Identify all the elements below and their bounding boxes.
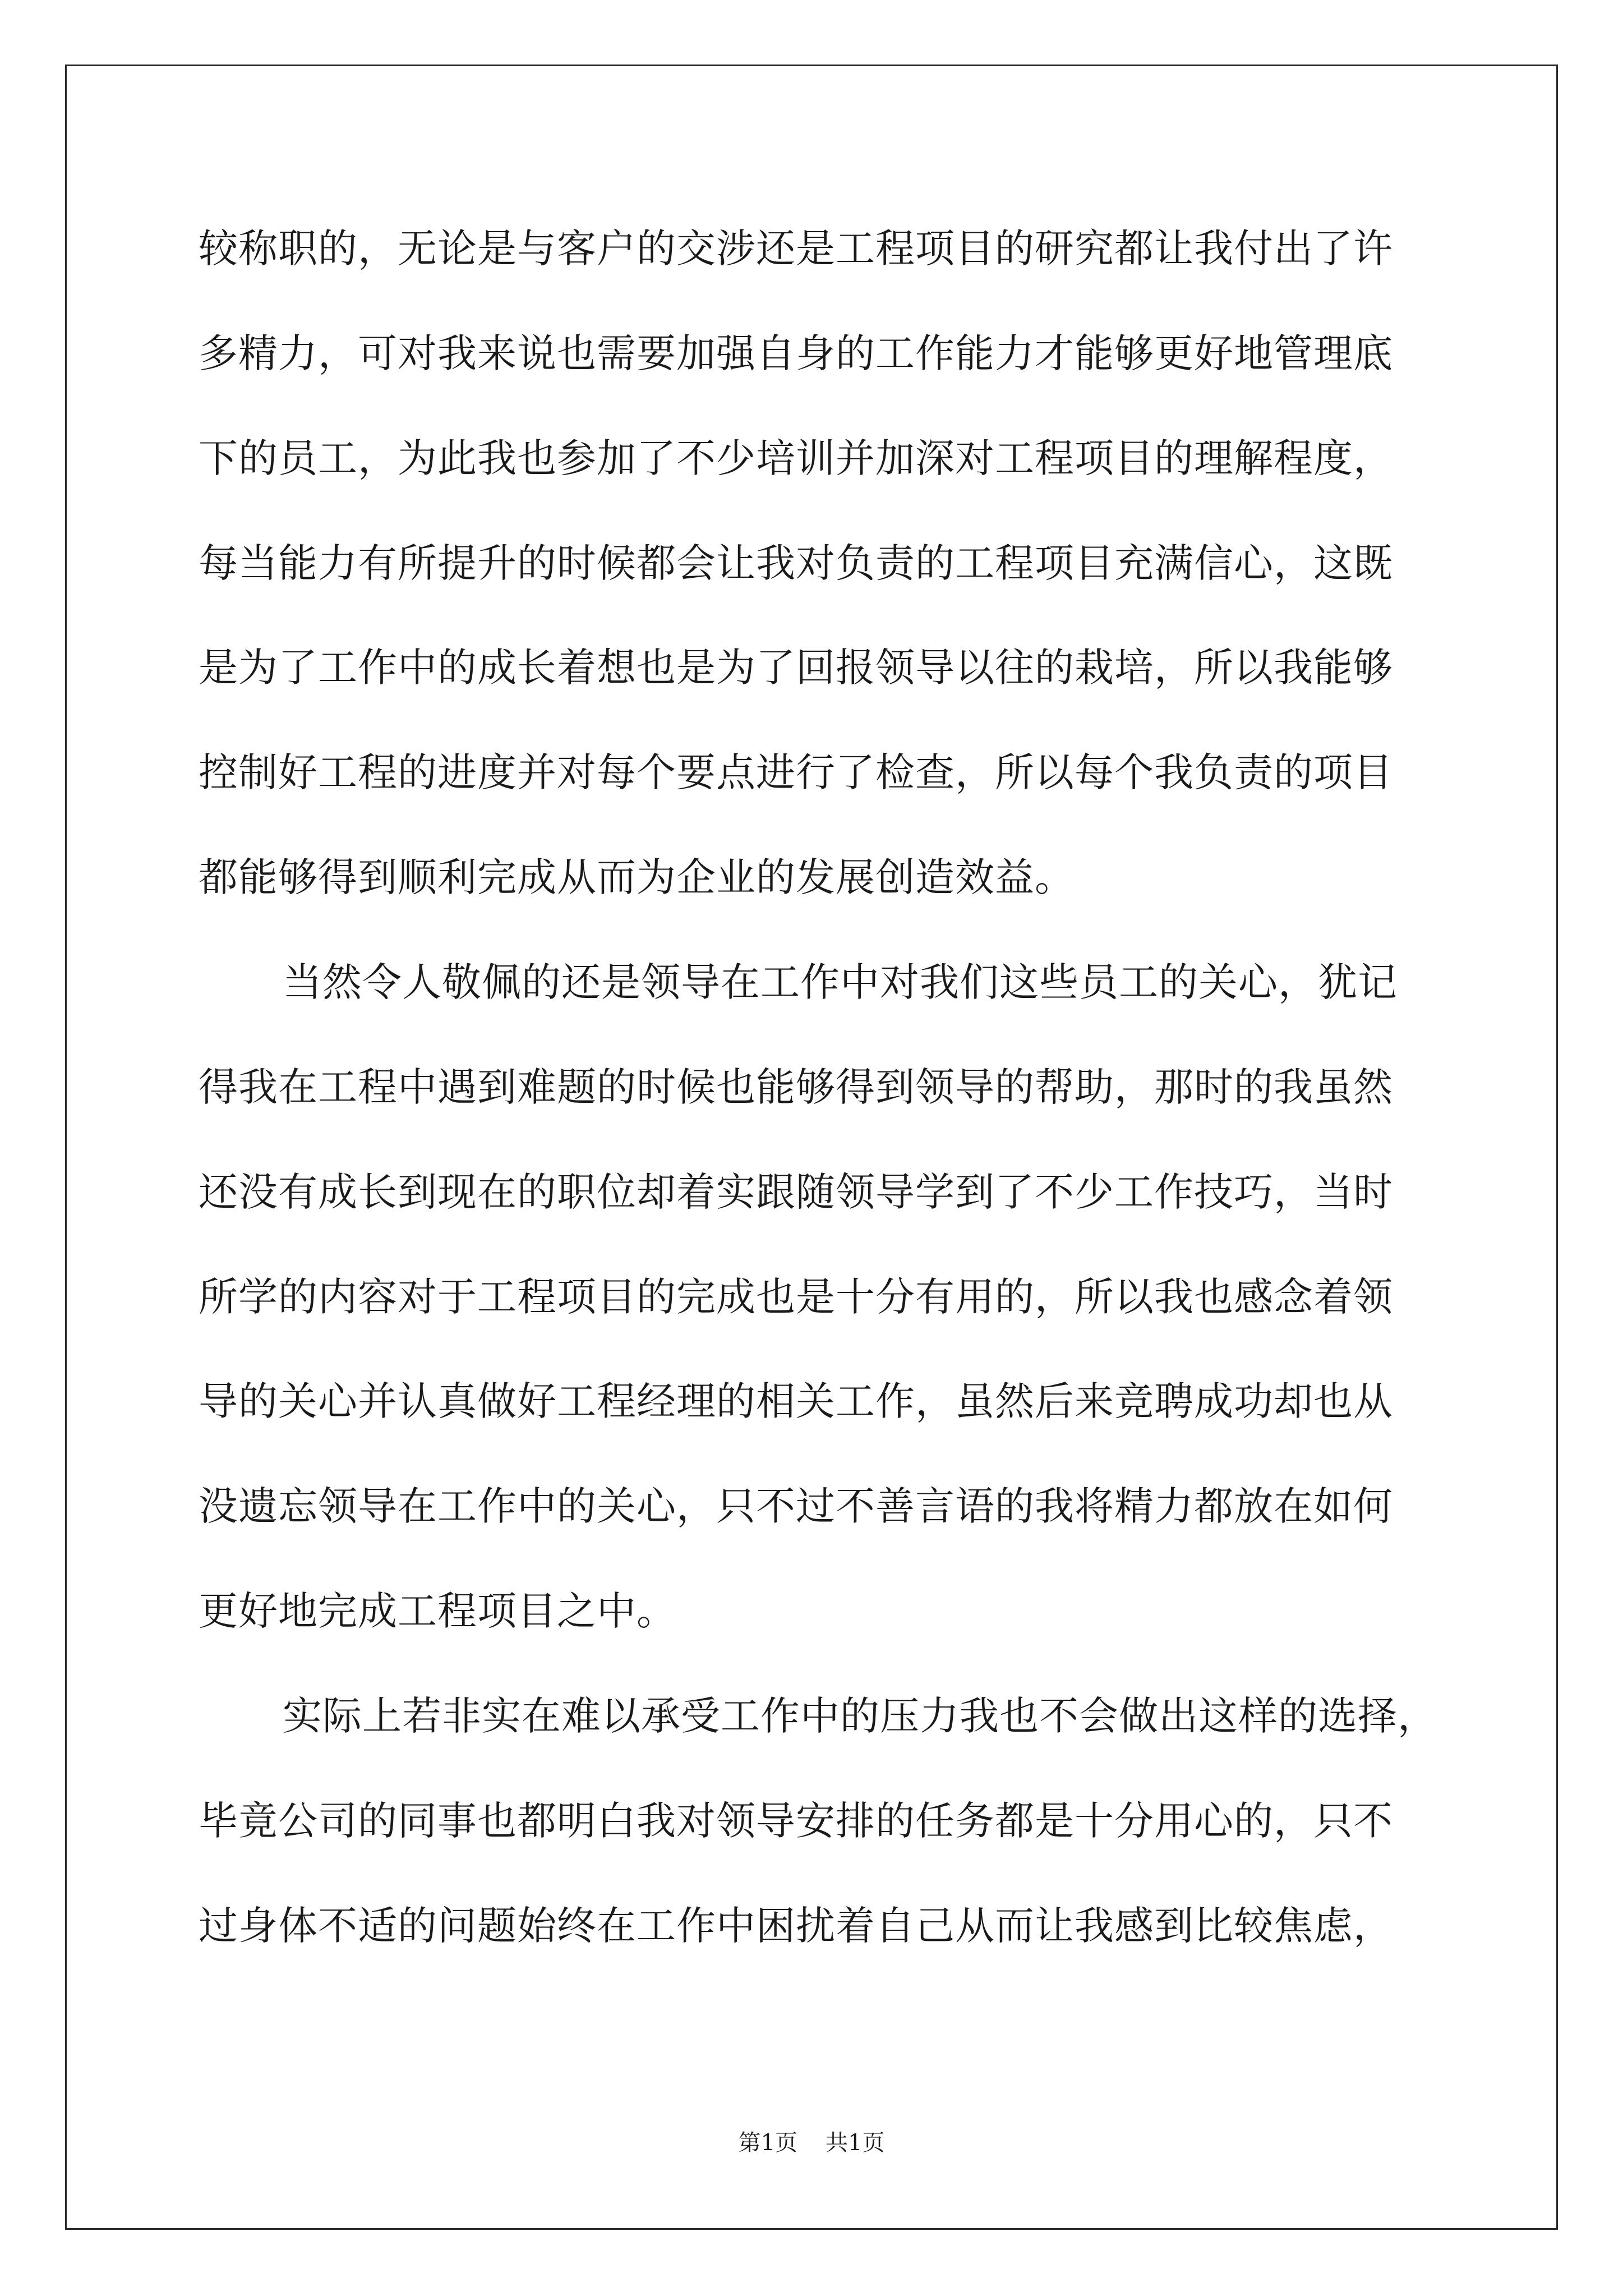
text-line: 还没有成长到现在的职位却着实跟随领导学到了不少工作技巧，当时: [199, 1169, 1393, 1215]
paragraph-start-line: 当然令人敬佩的还是领导在工作中对我们这些员工的关心，犹记: [283, 959, 1398, 1005]
text-line: 过身体不适的问题始终在工作中困扰着自己从而让我感到比较焦虑，: [199, 1903, 1393, 1949]
text-line: 控制好工程的进度并对每个要点进行了检查，所以每个我负责的项目: [199, 749, 1393, 795]
text-line: 毕竟公司的同事也都明白我对领导安排的任务都是十分用心的，只不: [199, 1798, 1393, 1844]
text-line: 是为了工作中的成长着想也是为了回报领导以往的栽培，所以我能够: [199, 645, 1393, 691]
page-total: 共1页: [826, 2130, 885, 2156]
page-number: 第1页: [738, 2130, 797, 2156]
text-line: 下的员工，为此我也参加了不少培训并加深对工程项目的理解程度，: [199, 435, 1393, 481]
text-line: 多精力，可对我来说也需要加强自身的工作能力才能够更好地管理底: [199, 330, 1393, 376]
page-footer: [0, 2126, 1623, 2160]
text-line: 导的关心并认真做好工程经理的相关工作，虽然后来竞聘成功却也从: [199, 1378, 1393, 1424]
text-line: 所学的内容对于工程项目的完成也是十分有用的，所以我也感念着领: [199, 1274, 1393, 1320]
text-line: 较称职的，无论是与客户的交涉还是工程项目的研究都让我付出了许: [199, 226, 1393, 272]
text-line: 没遗忘领导在工作中的关心，只不过不善言语的我将精力都放在如何: [199, 1483, 1393, 1529]
paragraph-start-line: 实际上若非实在难以承受工作中的压力我也不会做出这样的选择，: [283, 1693, 1437, 1739]
text-line: 每当能力有所提升的时候都会让我对负责的工程项目充满信心，这既: [199, 540, 1393, 586]
text-line: 都能够得到顺利完成从而为企业的发展创造效益。: [199, 854, 1075, 900]
text-line: 更好地完成工程项目之中。: [199, 1588, 676, 1634]
text-line: 得我在工程中遇到难题的时候也能够得到领导的帮助，那时的我虽然: [199, 1064, 1393, 1110]
